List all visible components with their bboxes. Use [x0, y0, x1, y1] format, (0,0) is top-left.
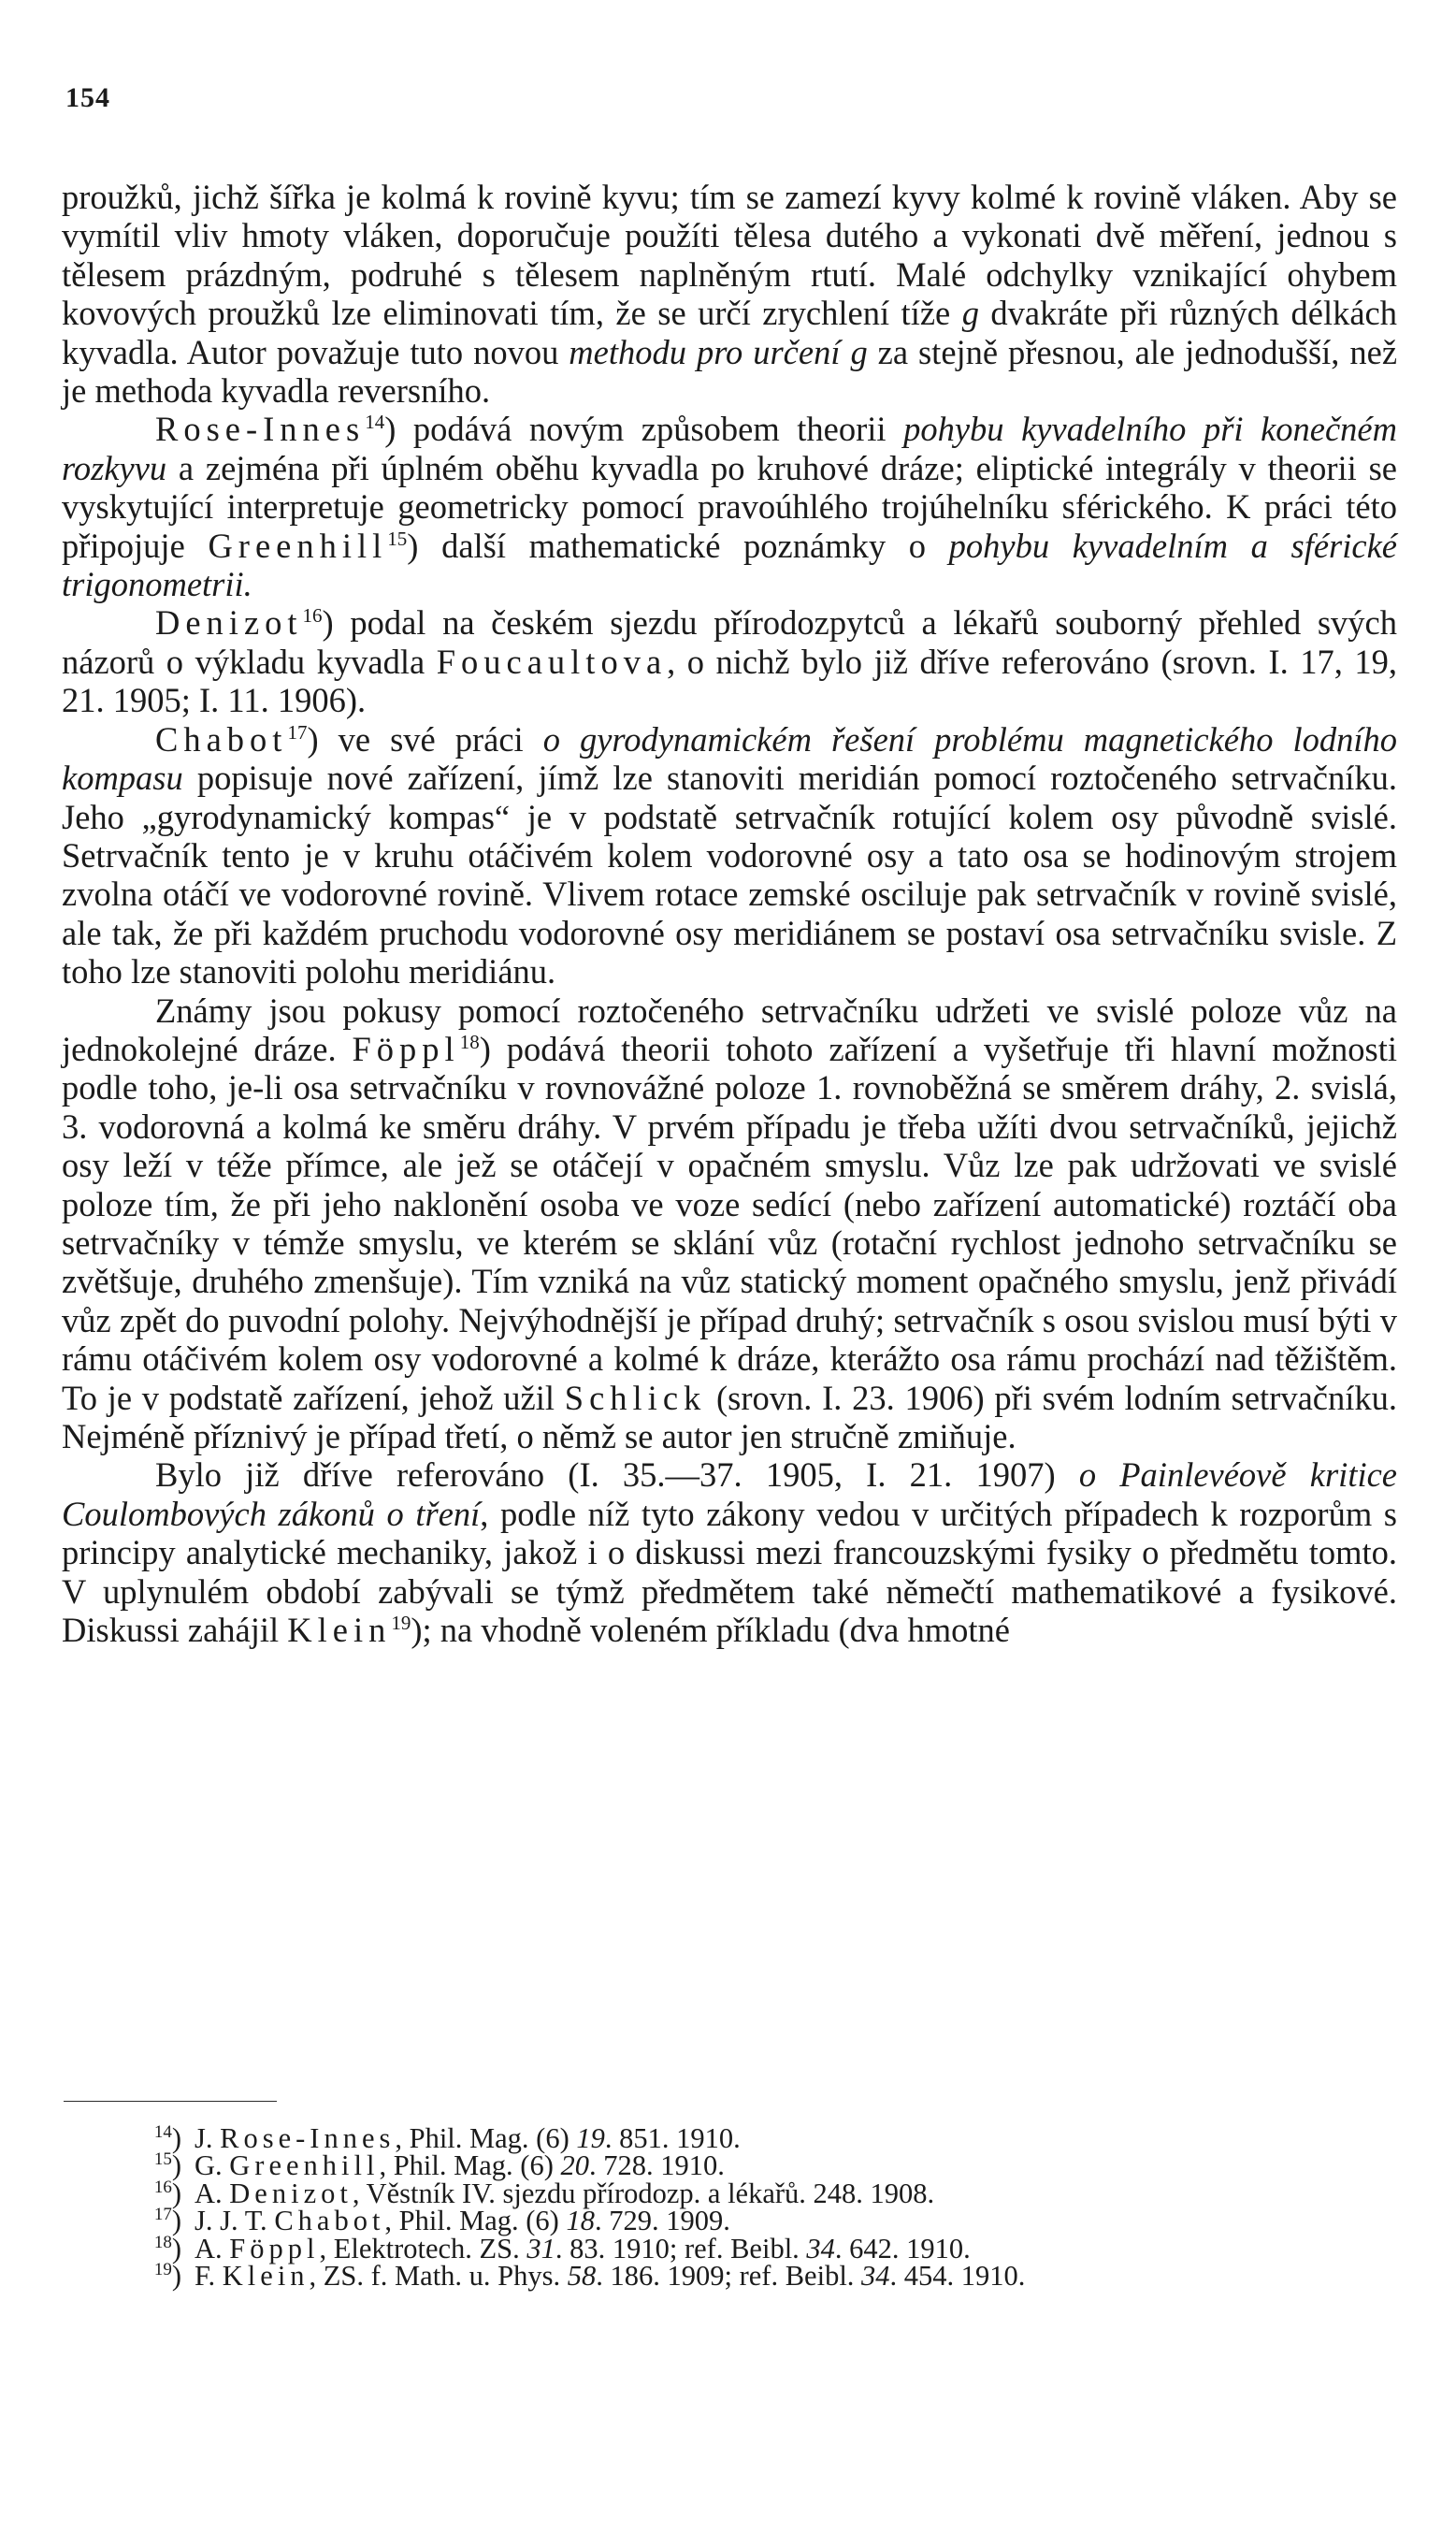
footnote-number: 16	[153, 2177, 172, 2197]
author-name: Denizot	[155, 603, 303, 643]
footnote: $^{15}$) G. Greenhill, Phil. Mag. (6) 20. 728. 1910.	[153, 2149, 725, 2182]
footnote: $^{18}$) A. Föppl, Elektrotech. ZS. 31. 83. 1910; ref. Beibl. 34. 642. 1910.	[153, 2232, 971, 2264]
paragraph: Chabot$^{17}$) ve své práci o gyrodynamickém řešení problému magnetického lodního kompasu popisuje nové zařízení, jímž lze stanoviti meridián pomocí roztočeného setrvačníku. Jeho „gyrodynamický kompas“ je v podstatě setrvačník rotující kolem osy původně svislé. Setrvačník tento je v kruhu otáčivém kolem vodorovné osy a tato osa se hodinovým strojem zvolna otáčí ve vodorovné rovině. Vlivem rotace zemské osciluje pak setrvačník v rovině svislé, ale tak, že při každém pruchodu vodorovné osy meridiánem se postaví osa setrvačníku svisle. Z toho lze stanoviti polohu meridiánu.	[62, 719, 1397, 991]
paragraph: Rose-Innes$^{14}$) podává novým způsobem theorii pohybu kyvadelního při konečném rozkyvu a zejména při úplném oběhu kyvadla po kruhové dráze; eliptické integrály v theorii se vyskytující interpretuje geometricky pomocí pravoúhlého trojúhelníku sférického. K práci této připojuje Greenhill$^{15}$) další mathematické poznámky o pohybu kyvadelním a sférické trigonometrii.	[62, 410, 1398, 604]
footnote: $^{19}$) F. Klein, ZS. f. Math. u. Phys. 58. 186. 1909; ref. Beibl. 34. 454. 1910.	[153, 2259, 1026, 2293]
author-name: Greenhill	[208, 526, 388, 565]
footnote-number: 19	[153, 2259, 172, 2279]
footnote-ref: 15	[387, 527, 408, 550]
footnote-number: 17	[153, 2205, 172, 2225]
paragraph: Bylo již dříve referováno (I. 35.—37. 1905, I. 21. 1907) o Painlevéově kritice Coulombových zákonů o tření, podle níž tyto zákony vedou v určitých případech k rozporům s principy analytické mechaniky, jakož i o diskussi mezi francouzskými fysiky o předmětu tomto. V uplynulém období zabývali se týmž předmětem také němečtí mathematikové a fysikové. Diskussi zahájil Klein$^{19}$); na vhodně voleném příkladu (dva hmotné	[62, 1455, 1398, 1650]
page-number: 154	[65, 82, 110, 113]
footnote-number: 18	[153, 2232, 172, 2252]
footnote-number: 14	[153, 2121, 172, 2142]
author-name: Klein	[287, 1611, 392, 1650]
author-name: Rose-Innes	[155, 410, 366, 449]
footnote-ref: 19	[391, 1611, 411, 1634]
footnote-divider	[64, 2101, 277, 2102]
body-text	[62, 178, 1397, 1649]
footnotes	[62, 2121, 1397, 2293]
footnote: $^{14}$) J. Rose-Innes, Phil. Mag. (6) 19. 851. 1910.	[153, 2121, 741, 2154]
paragraph: Denizot$^{16}$) podal na českém sjezdu přírodozpytců a lékařů souborný přehled svých názorů o výkladu kyvadla Foucaultova, o nichž bylo již dříve referováno (srovn. I. 17, 19, 21. 1905; I. 11. 1906).	[62, 603, 1397, 720]
footnote: $^{16}$) A. Denizot, Věstník IV. sjezdu přírodozp. a lékařů. 248. 1908.	[153, 2177, 935, 2209]
footnote-ref: 18	[459, 1030, 480, 1053]
footnote-ref: 17	[287, 720, 308, 744]
author-name: Chabot	[155, 719, 288, 759]
author-name: Schlick	[564, 1378, 707, 1417]
footnote: $^{17}$) J. J. T. Chabot, Phil. Mag. (6) 18. 729. 1909.	[153, 2205, 730, 2237]
footnote-ref: 16	[302, 604, 323, 628]
author-name: Foucaultova	[436, 642, 668, 681]
paragraph: Známy jsou pokusy pomocí roztočeného setrvačníku udržeti ve svislé poloze vůz na jednokolejné dráze. Föppl$^{18}$) podává theorii tohoto zařízení a vyšetřuje tři hlavní možnosti podle toho, je-li osa setrvačníku v rovnovážné poloze 1. rovnoběžná se směrem dráhy, 2. svislá, 3. vodorovná a kolmá ke směru dráhy. V prvém případu je třeba užíti dvou setrvačníků, jejichž osy leží v téže přímce, ale jež se otáčejí v opačném smyslu. Vůz lze pak udržovati ve svislé poloze tím, že při jeho naklonění osoba ve voze sedící (nebo zařízení automatické) roztáčí oba setrvačníky v témže smyslu, ve kterém se sklání vůz (rotační rychlost jednoho setrvačníku se zvětšuje, druhého zmenšuje). Tím vzniká na vůz statický moment opačného smyslu, jenž přivádí vůz zpět do puvodní polohy. Nejvýhodnější je případ druhý; setrvačník s osou svislou musí býti v rámu otáčivém kolem osy vodorovné a kolmé k dráze, kterážto osa rámu prochází nad těžištěm. To je v podstatě zařízení, jehož užil Schlick (srovn. I. 23. 1906) při svém lodním setrvačníku. Nejméně příznivý je případ třetí, o němž se autor jen stručně zmiňuje.	[62, 991, 1397, 1455]
paragraph: proužků, jichž šířka je kolmá k rovině kyvu; tím se zamezí kyvy kolmé k rovině vláken. Aby se vymítil vliv hmoty vláken, doporučuje použíti tělesa dutého a vykonati dvě měření, jednou s tělesem prázdným, podruhé s tělesem naplněným rtutí. Malé odchylky vznikající ohybem kovových proužků lze eliminovati tím, že se určí zrychlení tíže g dvakráte při různých délkách kyvadla. Autor považuje tuto novou methodu pro určení g za stejně přesnou, ale jednodušší, než je methoda kyvadla reversního.	[62, 178, 1398, 411]
footnote-ref: 14	[365, 411, 385, 434]
author-name: Föppl	[352, 1029, 460, 1068]
footnote-number: 15	[153, 2149, 172, 2170]
